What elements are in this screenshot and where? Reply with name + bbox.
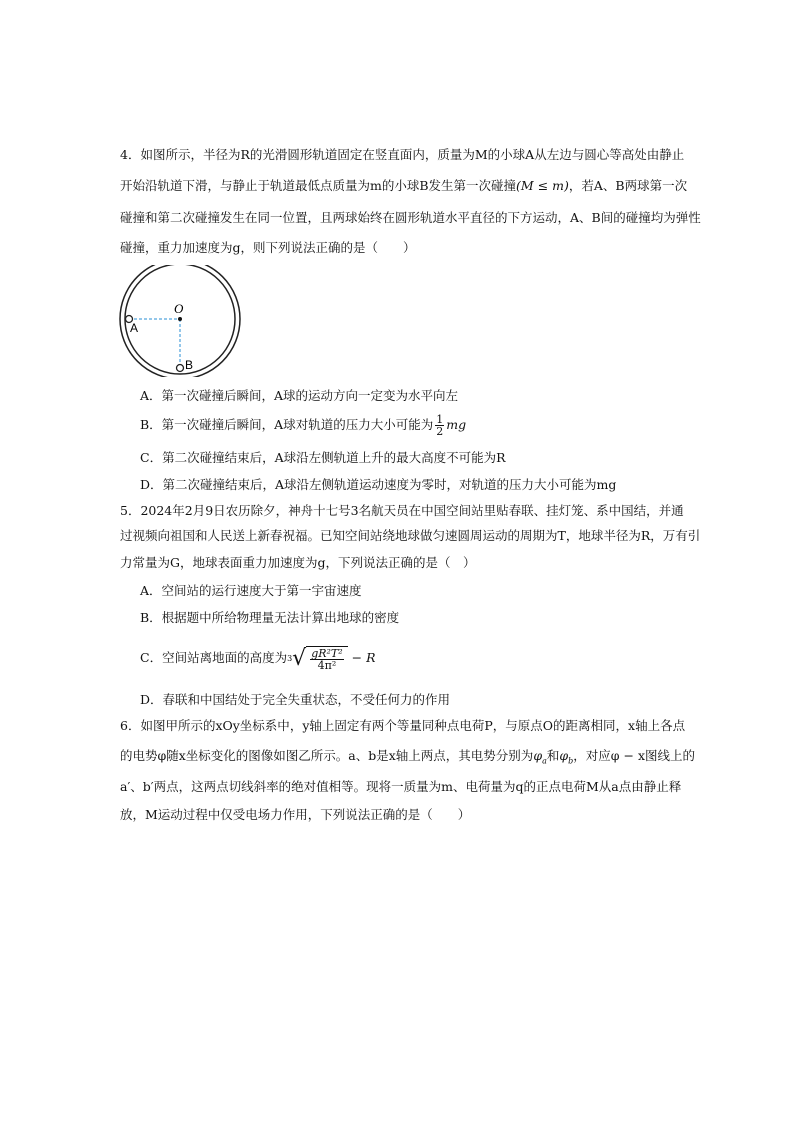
q4-option-b <box>140 414 466 437</box>
fraction-denominator: 2 <box>436 425 444 438</box>
q6-line-4: 放，M运动过程中仅受电场力作用，下列说法正确的是（ ） <box>120 807 471 822</box>
phi-a <box>533 748 547 766</box>
q5-option-a: A．空间站的运行速度大于第一宇宙速度 <box>140 583 362 598</box>
q5-line-3: 力常量为G，地球表面重力加速度为g，下列说法正确的是（ ） <box>120 555 476 570</box>
q4-option-c: C．第二次碰撞结束后，A球沿左侧轨道上升的最大高度不可能为R <box>140 450 506 465</box>
q4-line-2a: 开始沿轨道下滑，与静止于轨道最低点质量为m的小球B发生第一次碰撞 <box>120 178 517 193</box>
radicand-denominator: 4π² <box>317 659 337 672</box>
phi-b-symbol: φ <box>559 748 569 763</box>
q4-line-2 <box>120 178 687 194</box>
q4-condition: (M ≤ m) <box>516 178 569 193</box>
label-b: B <box>185 358 194 372</box>
label-a: A <box>130 321 139 335</box>
phi-b-subscript: b <box>568 756 574 766</box>
radicand-numerator: gR²T² <box>311 647 343 660</box>
center-point <box>178 317 182 321</box>
fraction-one-half <box>435 414 444 437</box>
q4-line-1: 4．如图所示，半径为R的光滑圆形轨道固定在竖直面内，质量为M的小球A从左边与圆心等高处由静止 <box>120 147 685 162</box>
q5-option-d: D．春联和中国结处于完全失重状态，不受任何力的作用 <box>140 692 451 707</box>
q4-line-2b: ，若A、B两球第一次 <box>568 178 688 193</box>
root-index: 3 <box>287 653 293 663</box>
q5-option-c <box>140 646 376 671</box>
q4-option-d: D．第二次碰撞结束后，A球沿左侧轨道运动速度为零时，对轨道的压力大小可能为mg <box>140 477 617 492</box>
q5-line-2: 过视频向祖国和人民送上新春祝福。已知空间站绕地球做匀速圆周运动的周期为T，地球半径为R，万有引 <box>120 528 701 543</box>
q6-line-3: a′、b′两点，这两点切线斜率的绝对值相等。现将一质量为m、电荷量为q的正点电荷M从a点由静止释 <box>120 779 682 794</box>
cube-root-expression <box>287 646 348 671</box>
q6-line-2b: ，对应φ − x图线上的 <box>573 748 695 763</box>
q5-option-b: B．根据题中所给物理量无法计算出地球的密度 <box>140 610 400 625</box>
label-o: O <box>174 301 184 316</box>
ball-b <box>177 365 184 372</box>
q5-option-c-tail: − R <box>347 650 376 665</box>
circular-track-figure <box>118 265 246 377</box>
and-word: 和 <box>546 748 560 763</box>
phi-a-subscript: a <box>542 756 547 766</box>
radicand-fraction <box>310 648 343 671</box>
q6-line-1: 6．如图甲所示的xOy坐标系中，y轴上固定有两个等量同种点电荷P，与原点O的距离相同，x轴上各点 <box>120 718 686 733</box>
q5-option-c-text: C．空间站离地面的高度为 <box>140 650 288 665</box>
q4-option-b-text: B．第一次碰撞后瞬间，A球对轨道的压力大小可能为 <box>140 417 434 432</box>
radical-sign: √ <box>292 645 307 671</box>
q4-line-4: 碰撞，重力加速度为g，则下列说法正确的是（ ） <box>120 240 416 255</box>
radicand <box>306 646 347 671</box>
q4-option-b-unit: mg <box>446 417 467 432</box>
fraction-numerator: 1 <box>436 413 444 426</box>
q6-line-2 <box>120 748 695 770</box>
q4-line-3: 碰撞和第二次碰撞发生在同一位置，且两球始终在圆形轨道水平直径的下方运动，A、B间的碰撞均为弹性 <box>120 210 701 225</box>
q5-line-1: 5．2024年2月9日农历除夕，神舟十七号3名航天员在中国空间站里贴春联、挂灯笼、系中国结，并通 <box>120 503 684 518</box>
q4-option-a: A．第一次碰撞后瞬间，A球的运动方向一定变为水平向左 <box>140 388 459 403</box>
q6-line-2a: 的电势φ随x坐标变化的图像如图乙所示。a、b是x轴上两点，其电势分别为 <box>120 748 534 763</box>
phi-a-symbol: φ <box>533 748 543 763</box>
phi-b <box>559 748 574 766</box>
